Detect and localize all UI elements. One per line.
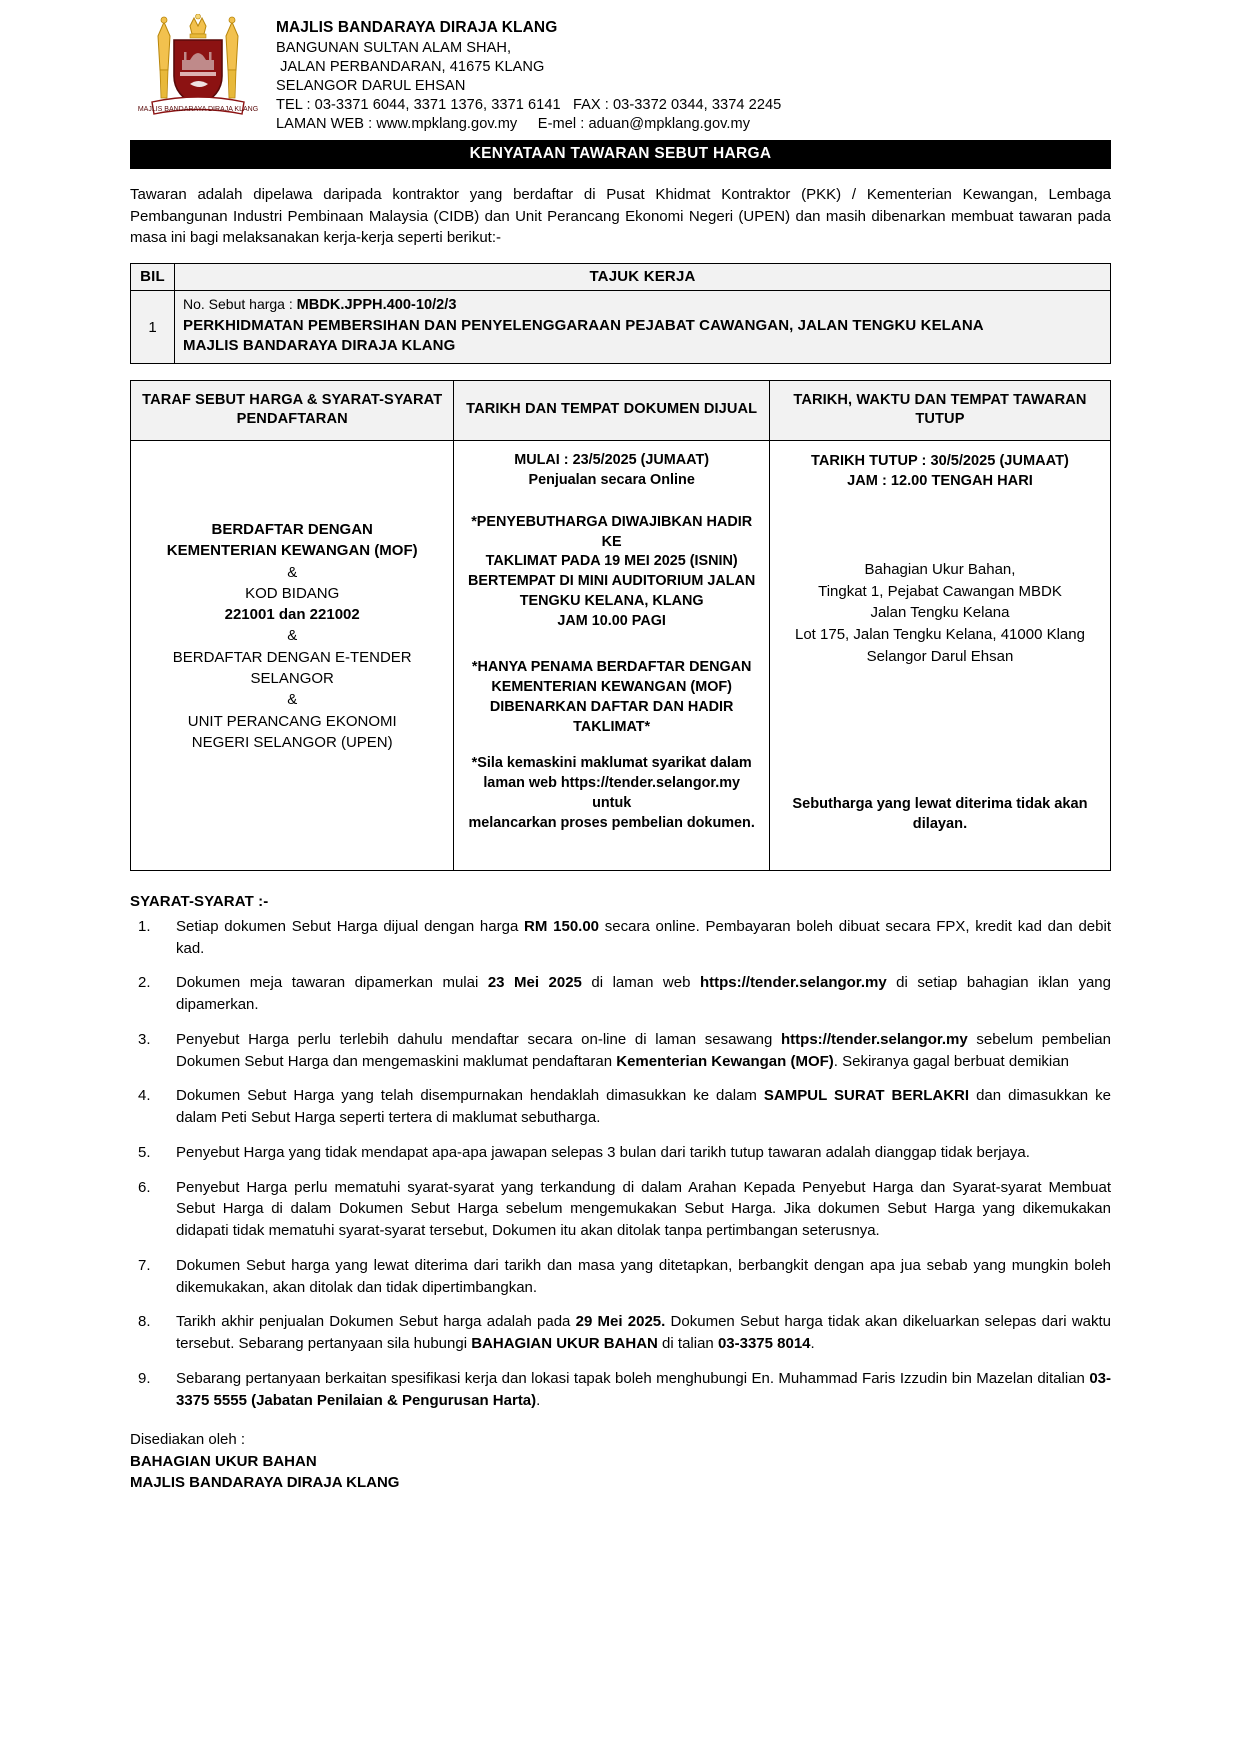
condition-number: 5. xyxy=(138,1143,151,1161)
condition-number: 1. xyxy=(138,917,151,935)
conditions-list xyxy=(130,916,1111,1412)
condition-number: 6. xyxy=(138,1178,151,1196)
update-note-line-3: melancarkan proses pembelian dokumen. xyxy=(468,815,755,832)
info-table-header-row xyxy=(131,380,1111,440)
organisation-name: MAJLIS BANDARAYA DIRAJA KLANG xyxy=(276,19,558,36)
condition-item xyxy=(130,1311,1111,1355)
briefing-line-2: TAKLIMAT PADA 19 MEI 2025 (ISNIN) xyxy=(485,553,738,570)
info-header-document-sale: TARIKH DAN TEMPAT DOKUMEN DIJUAL xyxy=(454,380,770,440)
late-submission-note xyxy=(784,794,1096,834)
briefing-line-4: TENGKU KELANA, KLANG xyxy=(519,593,704,610)
submission-address-line-2: Tingkat 1, Pejabat Cawangan MBDK xyxy=(818,582,1062,600)
quotation-reference-label: No. Sebut harga : xyxy=(183,296,297,313)
letterhead xyxy=(130,14,1111,134)
condition-item xyxy=(130,916,1111,960)
condition-text: Dokumen meja tawaran dipamerkan mulai 23 Mei 2025 di laman web https://tender.selangor.my di setiap bahagian iklan yang dipamerkan. xyxy=(176,974,1111,1014)
condition-text: Dokumen Sebut harga yang lewat diterima dari tarikh dan masa yang ditetapkan, berbangkit dengan apa jua sebab yang mungkin boleh dikemukakan, akan ditolak dan tidak dipertimbangkan. xyxy=(176,1256,1111,1296)
condition-item xyxy=(130,1177,1111,1242)
web-email-line: LAMAN WEB : www.mpklang.gov.my E-mel : aduan@mpklang.gov.my xyxy=(276,116,751,133)
submission-address-line-5: Selangor Darul Ehsan xyxy=(866,647,1014,665)
condition-number: 9. xyxy=(138,1369,151,1387)
eligibility-block xyxy=(464,658,759,738)
briefing-line-3: BERTEMPAT DI MINI AUDITORIUM JALAN xyxy=(468,573,756,590)
signature-department: BAHAGIAN UKUR BAHAN xyxy=(130,1452,317,1470)
eligibility-line-4: TAKLIMAT* xyxy=(573,718,651,735)
submission-address-line-3: Jalan Tengku Kelana xyxy=(870,604,1010,622)
registration-requirements xyxy=(131,519,453,753)
closing-content xyxy=(770,441,1110,870)
briefing-line-1: *PENYEBUTHARGA DIWAJIBKAN HADIR KE xyxy=(471,513,753,550)
coat-of-arms-icon xyxy=(138,14,258,126)
submission-address xyxy=(780,559,1100,668)
signature-block xyxy=(130,1429,1111,1493)
condition-item xyxy=(130,972,1111,1016)
sale-start-block xyxy=(464,451,759,491)
work-table-header-row xyxy=(131,264,1111,291)
work-table-header-tajuk: TAJUK KERJA xyxy=(175,264,1111,291)
eligibility-line-1: *HANYA PENAMA BERDAFTAR DENGAN xyxy=(471,658,752,675)
eligibility-line-3: DIBENARKAN DAFTAR DAN HADIR xyxy=(489,698,734,715)
condition-number: 8. xyxy=(138,1313,151,1331)
letterhead-text xyxy=(276,14,781,134)
address-line-3: SELANGOR DARUL EHSAN xyxy=(276,78,466,95)
closing-date-block xyxy=(780,451,1100,491)
quotation-reference-number: MBDK.JPPH.400-10/2/3 xyxy=(296,297,457,314)
sale-mode: Penjualan secara Online xyxy=(528,471,695,488)
condition-text: Penyebut Harga perlu mematuhi syarat-syarat yang terkandung di dalam Arahan Kepada Penyebut Harga dan Syarat-syarat Membuat Sebut Harga di dalam Dokumen Sebut Harga sebelum mengemukakan Sebut Harga. Jika dokumen Sebut Harga yang dikemukakan didapati tidak mematuhi syarat-syarat tersebut, Dokumen itu akan ditolak tanpa pertimbangan seterusnya. xyxy=(176,1178,1111,1240)
condition-item xyxy=(130,1029,1111,1073)
registration-line-7: UNIT PERANCANG EKONOMI xyxy=(187,712,397,730)
document-sale-cell xyxy=(454,440,770,870)
prepared-by-label: Disediakan oleh : xyxy=(130,1431,246,1449)
work-table xyxy=(130,263,1111,364)
condition-text: Tarikh akhir penjualan Dokumen Sebut harga adalah pada 29 Mei 2025. Dokumen Sebut harga tidak akan dikeluarkan selepas dari waktu tersebut. Sebarang pertanyaan sila hubungi BAHAGIAN UKUR BAHAN di talian 03-3375 8014. xyxy=(176,1313,1112,1353)
briefing-line-5: JAM 10.00 PAGI xyxy=(557,613,666,630)
document-sale-content xyxy=(454,441,769,870)
late-note-line-1: Sebutharga yang lewat diterima tidak akan xyxy=(792,795,1088,812)
condition-number: 7. xyxy=(138,1256,151,1274)
condition-number: 3. xyxy=(138,1030,151,1048)
submission-address-line-4: Lot 175, Jalan Tengku Kelana, 41000 Klang xyxy=(794,626,1085,644)
signature-organisation: MAJLIS BANDARAYA DIRAJA KLANG xyxy=(130,1474,400,1491)
submission-address-line-1: Bahagian Ukur Bahan, xyxy=(864,560,1016,578)
condition-item xyxy=(130,1368,1111,1412)
registration-codes: 221001 dan 221002 xyxy=(224,606,360,624)
late-note-line-2: dilayan. xyxy=(912,815,968,832)
work-row-number: 1 xyxy=(131,291,175,364)
registration-amp-3: & xyxy=(287,691,298,709)
table-row xyxy=(131,291,1111,364)
condition-text: Penyebut Harga yang tidak mendapat apa-apa jawapan selepas 3 bulan dari tarikh tutup tawaran adalah dianggap tidak berjaya. xyxy=(176,1143,1030,1161)
registration-line-2: KEMENTERIAN KEWANGAN (MOF) xyxy=(166,542,418,560)
registration-amp-2: & xyxy=(287,627,298,645)
condition-number: 4. xyxy=(138,1087,151,1105)
info-table xyxy=(130,380,1111,871)
update-company-info-note xyxy=(462,754,761,834)
quotation-reference xyxy=(183,295,1102,316)
info-header-closing: TARIKH, WAKTU DAN TEMPAT TAWARAN TUTUP xyxy=(769,380,1110,440)
condition-item xyxy=(130,1085,1111,1129)
condition-text: Dokumen Sebut Harga yang telah disempurnakan hendaklah dimasukkan ke dalam SAMPUL SURAT BERLAKRI dan dimasukkan ke dalam Peti Sebut Harga seperti tertera di maklumat sebutharga. xyxy=(176,1087,1111,1127)
registration-line-1: BERDAFTAR DENGAN xyxy=(211,520,373,538)
registration-line-5: BERDAFTAR DENGAN E-TENDER xyxy=(172,648,412,666)
registration-line-8: NEGERI SELANGOR (UPEN) xyxy=(191,733,393,751)
briefing-block xyxy=(464,513,759,632)
registration-amp-1: & xyxy=(287,563,298,581)
svg-text:MAJLIS BANDARAYA DIRAJA KLANG: MAJLIS BANDARAYA DIRAJA KLANG xyxy=(138,106,258,113)
closing-cell xyxy=(769,440,1110,870)
sale-start-date: MULAI : 23/5/2025 (JUMAAT) xyxy=(514,451,710,468)
eligibility-line-2: KEMENTERIAN KEWANGAN (MOF) xyxy=(491,678,732,695)
condition-item xyxy=(130,1255,1111,1299)
closing-time: JAM : 12.00 TENGAH HARI xyxy=(847,473,1033,490)
registration-line-6: SELANGOR xyxy=(250,669,334,687)
work-title-line-2: MAJLIS BANDARAYA DIRAJA KLANG xyxy=(183,336,456,354)
work-title-line-1: PERKHIDMATAN PEMBERSIHAN DAN PENYELENGGARAAN PEJABAT CAWANGAN, JALAN TENGKU KELANA xyxy=(183,316,984,334)
condition-number: 2. xyxy=(138,974,151,992)
address-line-2: JALAN PERBANDARAN, 41675 KLANG xyxy=(276,59,545,76)
telephone-line: TEL : 03-3371 6044, 3371 1376, 3371 6141 FAX : 03-3372 0344, 3374 2245 xyxy=(276,97,782,114)
update-note-line-1: *Sila kemaskini maklumat syarikat dalam xyxy=(471,755,752,772)
notice-banner-title: KENYATAAN TAWARAN SEBUT HARGA xyxy=(130,140,1111,169)
info-table-body-row xyxy=(131,440,1111,870)
conditions-title: SYARAT-SYARAT :- xyxy=(130,892,269,910)
condition-item xyxy=(130,1142,1111,1164)
registration-cell xyxy=(131,440,454,870)
info-header-registration: TARAF SEBUT HARGA & SYARAT-SYARAT PENDAFTARAN xyxy=(131,380,454,440)
registration-line-3: KOD BIDANG xyxy=(245,584,340,602)
condition-text: Penyebut Harga perlu terlebih dahulu mendaftar secara on-line di laman sesawang https://tender.selangor.my sebelum pembelian Dokumen Sebut Harga dan mengemaskini maklumat pendaftaran Kementerian Kewangan (MOF). Sekiranya gagal berbuat demikian xyxy=(176,1030,1111,1070)
update-note-line-2: laman web https://tender.selangor.my untuk xyxy=(483,775,741,812)
intro-paragraph: Tawaran adalah dipelawa daripada kontraktor yang berdaftar di Pusat Khidmat Kontraktor (PKK) / Kementerian Kewangan, Lembaga Pembangunan Industri Pembinaan Malaysia (CIDB) dan Unit Perancang Ekonomi Negeri (UPEN) dan masih dibenarkan membuat tawaran pada masa ini bagi melaksanakan kerja-kerja seperti berikut:- xyxy=(130,185,1111,247)
work-row-content xyxy=(175,291,1111,364)
address-line-1: BANGUNAN SULTAN ALAM SHAH, xyxy=(276,40,512,57)
condition-text: Setiap dokumen Sebut Harga dijual dengan harga RM 150.00 secara online. Pembayaran boleh dibuat secara FPX, kredit kad dan debit kad. xyxy=(176,917,1111,957)
condition-text: Sebarang pertanyaan berkaitan spesifikasi kerja dan lokasi tapak boleh menghubungi En. Muhammad Faris Izzudin bin Mazelan ditalian 03-3375 5555 (Jabatan Penilaian & Pengurusan Harta). xyxy=(176,1369,1111,1409)
work-table-header-bil: BIL xyxy=(131,264,175,291)
closing-date: TARIKH TUTUP : 30/5/2025 (JUMAAT) xyxy=(811,452,1069,469)
